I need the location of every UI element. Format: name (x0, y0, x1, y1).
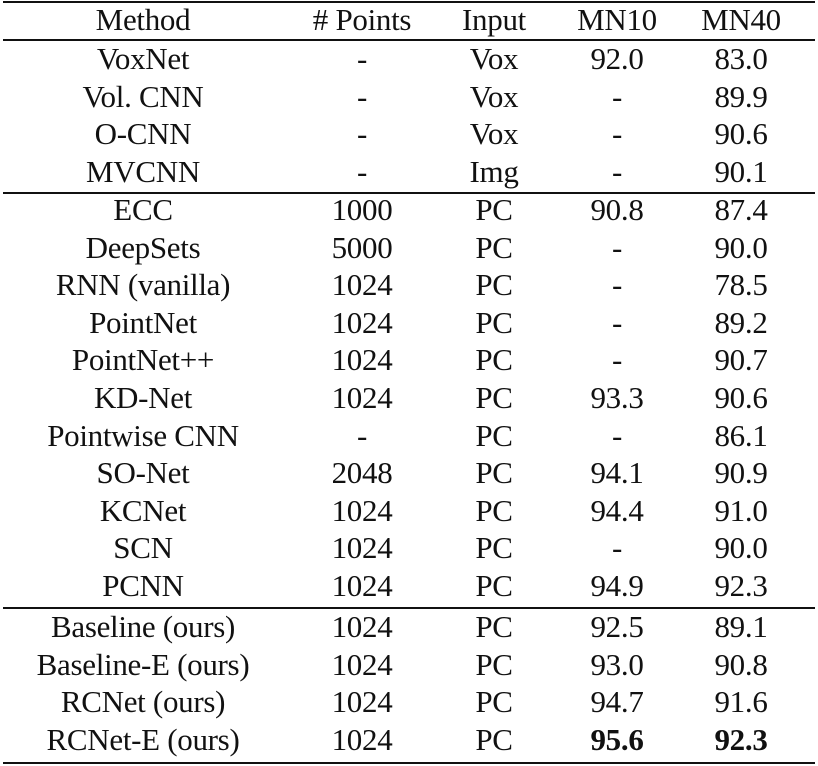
cell-mn40-best: 92.3 (714, 721, 768, 757)
cell-mn40: 83.0 (714, 41, 768, 76)
table-row (0, 191, 818, 228)
cell-points: 2048 (331, 455, 393, 491)
bottom-rule (3, 762, 815, 764)
table-row (0, 115, 818, 152)
table-row (0, 304, 818, 341)
cell-input: PC (475, 568, 513, 603)
cell-mn40: 91.0 (714, 492, 768, 528)
cell-mn40: 90.9 (714, 455, 768, 491)
cell-method: KCNet (99, 492, 187, 528)
cell-mn10: - (611, 342, 623, 378)
cell-mn10: 94.4 (590, 492, 644, 528)
cell-points: 1024 (331, 342, 393, 378)
cell-input: PC (475, 684, 513, 719)
cell-points: 1024 (331, 684, 393, 719)
cell-mn40: 90.1 (714, 153, 768, 189)
cell-mn10: 92.0 (590, 41, 644, 76)
cell-mn10: - (611, 153, 623, 189)
cell-input: PC (475, 342, 513, 378)
cell-mn10: - (611, 417, 623, 453)
cell-mn40: 90.7 (714, 342, 768, 378)
table-row (0, 608, 818, 645)
cell-input: PC (475, 609, 513, 644)
cell-mn40: 78.5 (714, 267, 768, 303)
cell-mn10: 94.7 (590, 684, 644, 719)
table-row (0, 229, 818, 266)
cell-method: Pointwise CNN (47, 417, 239, 453)
table-row (0, 492, 818, 529)
cell-method: DeepSets (85, 229, 201, 265)
cell-points: - (356, 417, 368, 453)
cell-method: RCNet (ours) (60, 684, 226, 719)
cell-mn40: 90.6 (714, 116, 768, 151)
cell-points: 1024 (331, 646, 393, 682)
cell-mn40: 87.4 (714, 192, 768, 227)
cell-mn10: - (611, 116, 623, 151)
cell-points: 1024 (331, 609, 393, 644)
header-mn10: MN10 (577, 2, 657, 37)
cell-method: SO-Net (96, 455, 190, 491)
cell-mn10: - (611, 267, 623, 303)
cell-mn40: 86.1 (714, 417, 768, 453)
cell-points: 1000 (331, 192, 393, 227)
cell-method: RCNet-E (ours) (46, 721, 240, 757)
cell-method: Baseline-E (ours) (36, 646, 250, 682)
table-row (0, 379, 818, 416)
cell-points: 1024 (331, 530, 393, 566)
cell-points: 5000 (331, 229, 393, 265)
cell-mn40: 90.8 (714, 646, 768, 682)
cell-mn10: 94.9 (590, 568, 644, 603)
table-row (0, 78, 818, 115)
cell-points: 1024 (331, 492, 393, 528)
table-row (0, 266, 818, 303)
cell-method: Baseline (ours) (50, 609, 236, 644)
cell-mn40: 89.2 (714, 304, 768, 340)
cell-input: PC (475, 304, 513, 340)
cell-mn10: 93.0 (590, 646, 644, 682)
cell-input: Vox (469, 78, 519, 114)
header-input: Input (462, 2, 526, 37)
cell-points: - (356, 41, 368, 76)
cell-points: 1024 (331, 568, 393, 603)
header-points: # Points (312, 2, 412, 37)
cell-mn40: 90.0 (714, 530, 768, 566)
cell-points: - (356, 78, 368, 114)
cell-mn10: 92.5 (590, 609, 644, 644)
cell-points: - (356, 116, 368, 151)
cell-points: 1024 (331, 380, 393, 415)
cell-mn40: 90.0 (714, 229, 768, 265)
cell-mn40: 92.3 (714, 568, 768, 603)
header-mn40: MN40 (701, 2, 781, 37)
cell-method: PointNet (89, 304, 197, 340)
cell-input: PC (475, 492, 513, 528)
cell-mn40: 89.1 (714, 609, 768, 644)
cell-method: Vol. CNN (82, 78, 204, 114)
cell-points: 1024 (331, 267, 393, 303)
cell-method: PCNN (102, 568, 184, 603)
cell-input: Img (469, 153, 519, 189)
cell-mn10: - (611, 530, 623, 566)
cell-method: RNN (vanilla) (55, 267, 231, 303)
cell-method: MVCNN (86, 153, 200, 189)
cell-method: ECC (113, 192, 173, 227)
cell-input: PC (475, 530, 513, 566)
cell-points: 1024 (331, 721, 393, 757)
cell-input: PC (475, 267, 513, 303)
table-row (0, 153, 818, 190)
table-row (0, 646, 818, 683)
cell-method: O-CNN (94, 116, 192, 151)
header-method: Method (95, 2, 191, 37)
cell-input: PC (475, 229, 513, 265)
table-row (0, 683, 818, 720)
cell-input: Vox (469, 116, 519, 151)
table-row (0, 40, 818, 77)
cell-input: PC (475, 646, 513, 682)
cell-mn10-best: 95.6 (590, 721, 644, 757)
cell-mn10: - (611, 229, 623, 265)
table-row (0, 341, 818, 378)
cell-input: Vox (469, 41, 519, 76)
table-row (0, 567, 818, 604)
cell-mn10: 93.3 (590, 380, 644, 415)
cell-mn10: 94.1 (590, 455, 644, 491)
cell-mn40: 91.6 (714, 684, 768, 719)
table-row (0, 417, 818, 454)
table-row (0, 721, 818, 758)
cell-mn10: 90.8 (590, 192, 644, 227)
cell-method: SCN (113, 530, 173, 566)
cell-mn10: - (611, 78, 623, 114)
cell-input: PC (475, 192, 513, 227)
cell-method: VoxNet (96, 41, 190, 76)
cell-mn40: 89.9 (714, 78, 768, 114)
cell-mn40: 90.6 (714, 380, 768, 415)
table-row (0, 454, 818, 491)
cell-input: PC (475, 380, 513, 415)
header-row (0, 1, 818, 38)
cell-input: PC (475, 417, 513, 453)
cell-mn10: - (611, 304, 623, 340)
cell-points: 1024 (331, 304, 393, 340)
cell-input: PC (475, 721, 513, 757)
cell-points: - (356, 153, 368, 189)
cell-method: PointNet++ (71, 342, 215, 378)
table-row (0, 529, 818, 566)
cell-method: KD-Net (93, 380, 193, 415)
cell-input: PC (475, 455, 513, 491)
